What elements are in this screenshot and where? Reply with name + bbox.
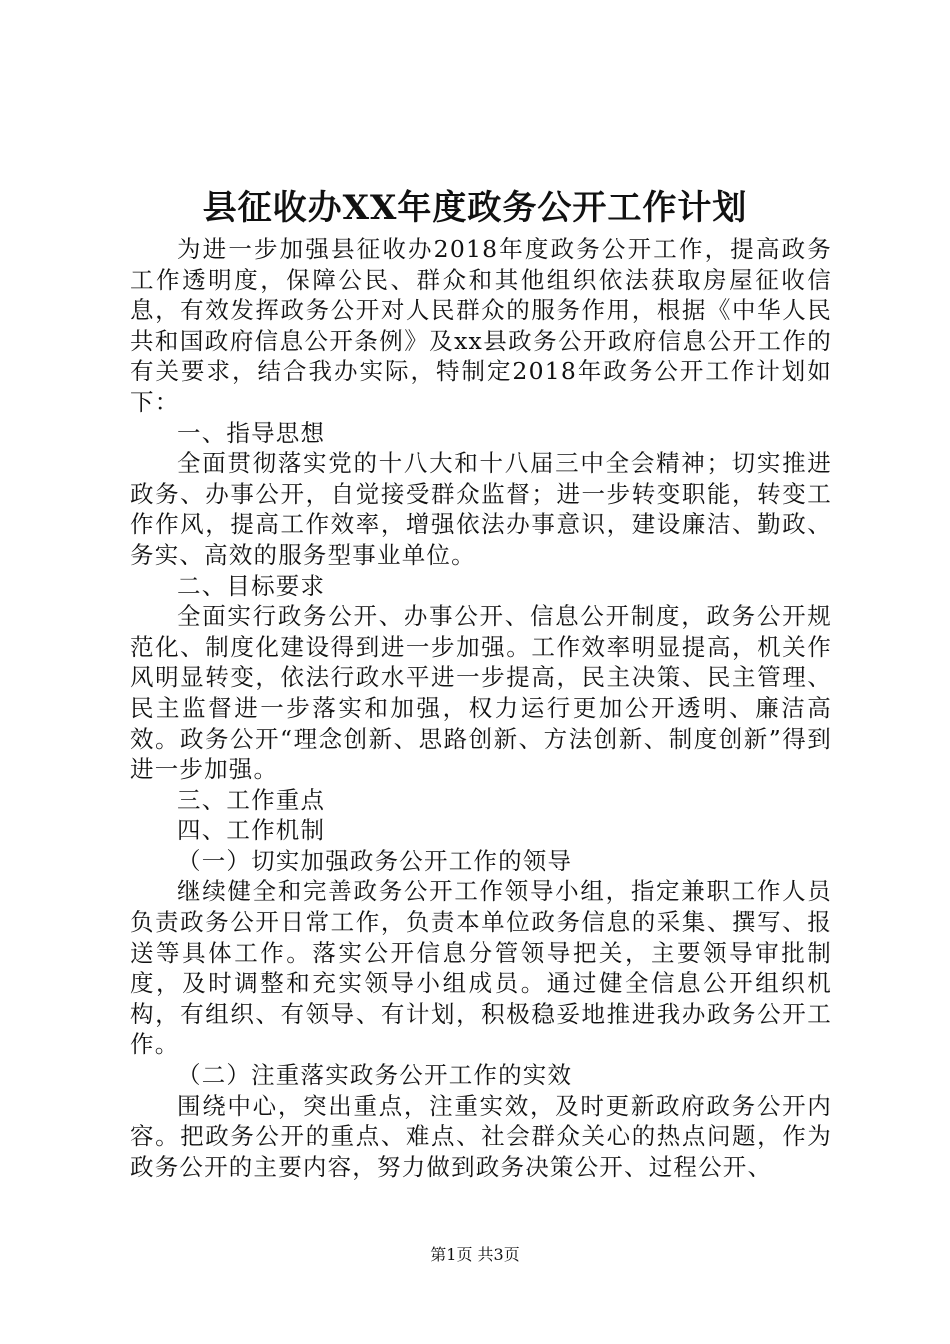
document-body — [130, 234, 832, 1182]
paragraph-intro: 为进一步加强县征收办2018年度政务公开工作，提高政务工作透明度，保障公民、群众和其他组织依法获取房屋征收信息，有效发挥政务公开对人民群众的服务作用，根据《中华人民共和国政府信息公开条例》及xx县政务公开政府信息公开工作的有关要求，结合我办实际，特制定2018年政务公开工作计划如下： — [130, 235, 832, 416]
heading-work-focus: 三、工作重点 — [177, 785, 326, 814]
heading-goals: 二、目标要求 — [177, 571, 326, 600]
page-number: 第1页 — [430, 1245, 473, 1264]
paragraph-leadership: 继续健全和完善政务公开工作领导小组，指定兼职工作人员负责政务公开日常工作，负责本单位政务信息的采集、撰写、报送等具体工作。落实公开信息分管领导把关，主要领导审批制度，及时调整和充实领导小组成员。通过健全信息公开组织机构，有组织、有领导、有计划，积极稳妥地推进我办政务公开工作。 — [130, 877, 832, 1059]
document-title: 县征收办XX年度政务公开工作计划 — [202, 188, 748, 228]
paragraph-effectiveness: 围绕中心，突出重点，注重实效，及时更新政府政务公开内容。把政务公开的重点、难点、社会群众关心的热点问题，作为政务公开的主要内容，努力做到政务决策公开、过程公开、 — [130, 1091, 832, 1181]
subheading-leadership: （一）切实加强政务公开工作的领导 — [177, 846, 573, 875]
page-footer — [0, 1244, 950, 1266]
paragraph-goals: 全面实行政务公开、办事公开、信息公开制度，政务公开规范化、制度化建设得到进一步加强。工作效率明显提高，机关作风明显转变，依法行政水平进一步提高，民主决策、民主管理、民主监督进一步落实和加强，权力运行更加公开透明、廉洁高效。政务公开“理念创新、思路创新、方法创新、制度创新”得到进一步加强。 — [130, 602, 832, 784]
paragraph-guiding-thought: 全面贯彻落实党的十八大和十八届三中全会精神；切实推进政务、办事公开，自觉接受群众监督；进一步转变职能，转变工作作风，提高工作效率，增强依法办事意识，建设廉洁、勤政、务实、高效的服务型事业单位。 — [130, 449, 832, 569]
page-total: 共3页 — [477, 1245, 520, 1264]
heading-work-mechanism: 四、工作机制 — [177, 816, 326, 845]
subheading-effectiveness: （二）注重落实政务公开工作的实效 — [177, 1061, 573, 1090]
heading-guiding-thought: 一、指导思想 — [177, 418, 326, 447]
